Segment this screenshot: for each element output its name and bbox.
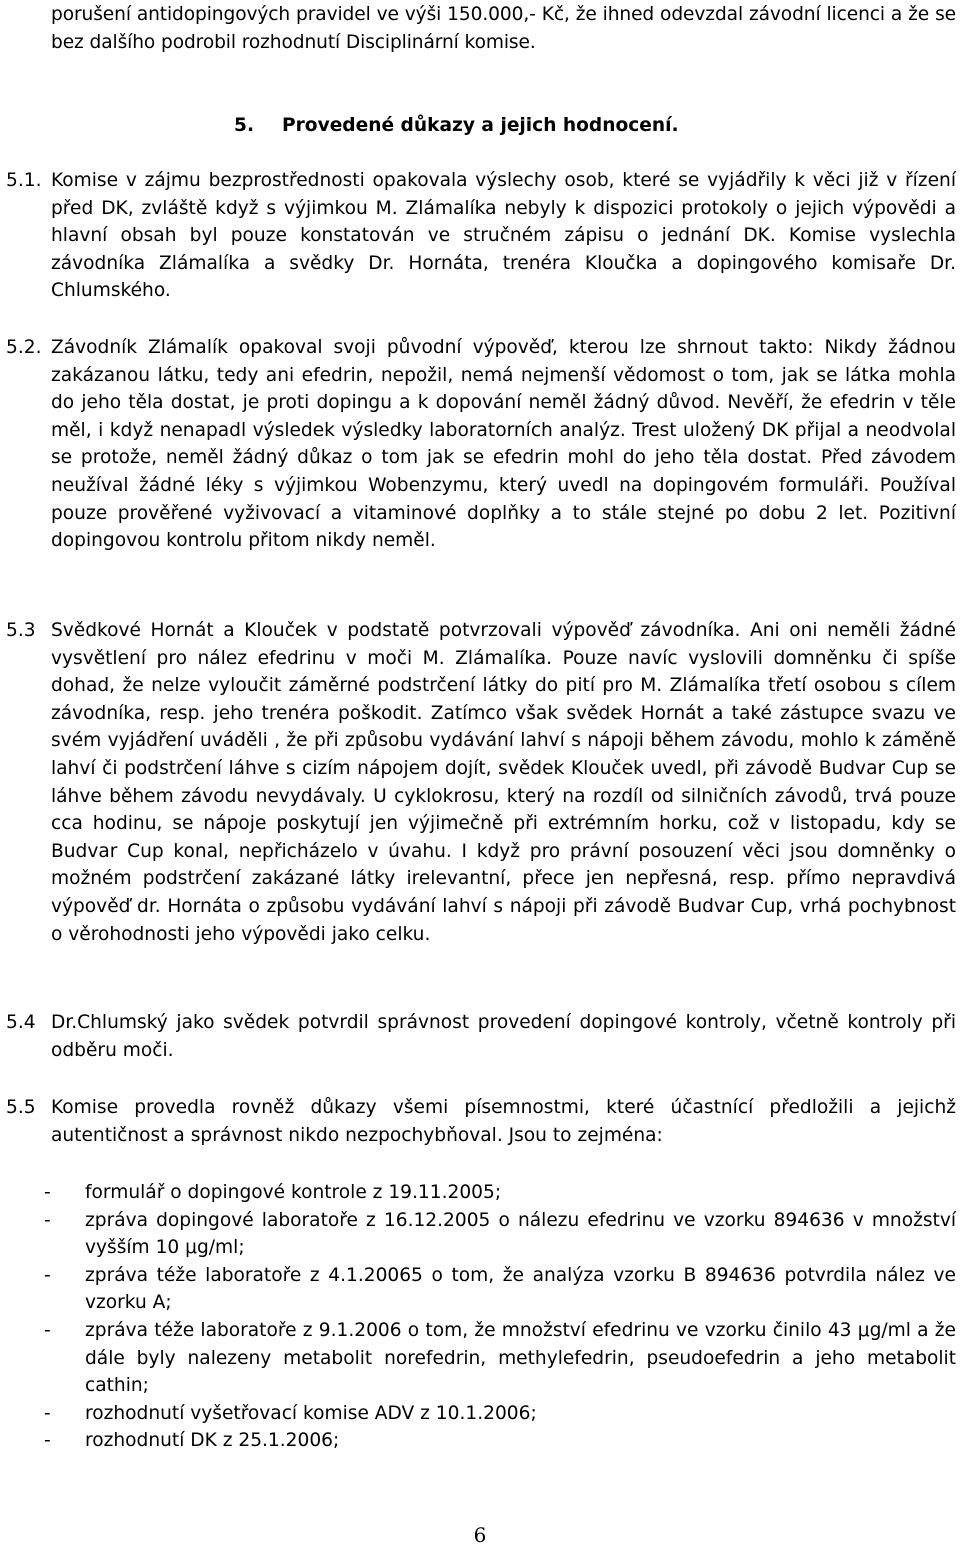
list-item-text: rozhodnutí vyšetřovací komise ADV z 10.1.2006; bbox=[85, 1402, 537, 1424]
list-item bbox=[44, 1207, 956, 1262]
evidence-list bbox=[44, 1179, 956, 1455]
paragraph-text: Závodník Zlámalík opakoval svoji původní výpověď, kterou lze shrnout takto: Nikdy žádnou zakázanou látku, tedy ani efedrin, nepožil, nemá nejmenší vědomost o tom, jak se látka mohla do jeho těla dostat, je proti dopingu a k dopování neměl žádný důvod. Nevěří, že efedrin v těle měl, i když nenapadl výsledek výsledky laboratorních analýz. Trest uložený DK přijal a neodvolal se protože, neměl žádný důkaz o tom jak se efedrin mohl do jeho těla dostat. Před závodem neužíval žádné léky s výjimkou Wobenzymu, který uvedl na dopingovém formuláři. Používal pouze prověřené vyživovací a vitaminové doplňky a to stále stejné po dobu 2 let. Pozitivní dopingovou kontrolu přitom nikdy neměl. bbox=[51, 337, 956, 552]
list-item bbox=[44, 1317, 956, 1400]
paragraph-number: 5.5 bbox=[6, 1097, 36, 1118]
paragraph-number: 5.3 bbox=[6, 620, 36, 641]
paragraph-text: Komise provedla rovněž důkazy všemi písemnostmi, které účastnící předložili a jejichž autentičnost a správnost nikdo nezpochybňoval. Jsou to zejména: bbox=[51, 1097, 956, 1146]
list-item bbox=[44, 1427, 956, 1455]
section-heading bbox=[234, 112, 679, 139]
list-bullet: - bbox=[44, 1209, 51, 1231]
paragraph-number: 5.2. bbox=[6, 337, 42, 358]
paragraph-text: Komise v zájmu bezprostřednosti opakovala výslechy osob, které se vyjádřily k věci již v řízení před DK, zvláště když s výjimkou M. Zlámalíka nebyly k dispozici protokoly o jejich výpovědi a hlavní obsah byl pouze konstatován ve stručném zápisu o jednání DK. Komise vyslechla závodníka Zlámalíka a svědky Dr. Hornáta, trenéra Kloučka a dopingového komisaře Dr. Chlumského. bbox=[51, 170, 956, 302]
paragraph-5-2 bbox=[6, 334, 956, 555]
list-bullet: - bbox=[44, 1182, 51, 1203]
section-title: Provedené důkazy a jejich hodnocení. bbox=[282, 115, 679, 136]
list-item-text: zpráva dopingové laboratoře z 16.12.2005 o nálezu efedrinu ve vzorku 894636 v množství vyšším 10 μg/ml; bbox=[85, 1209, 956, 1259]
paragraph-number: 5.4 bbox=[6, 1012, 36, 1033]
page-number: 6 bbox=[473, 1523, 487, 1547]
list-bullet: - bbox=[44, 1319, 51, 1341]
list-bullet: - bbox=[44, 1430, 51, 1452]
paragraph-5-1 bbox=[6, 167, 956, 305]
list-item-text: rozhodnutí DK z 25.1.2006; bbox=[85, 1430, 340, 1452]
paragraph-text: Dr.Chlumský jako svědek potvrdil správnost provedení dopingové kontroly, včetně kontroly při odběru moči. bbox=[51, 1012, 956, 1061]
list-item-text: formulář o dopingové kontrole z 19.11.2005; bbox=[85, 1182, 502, 1203]
paragraph-5-5 bbox=[6, 1094, 956, 1149]
section-number: 5. bbox=[234, 115, 255, 136]
list-item-text: zpráva téže laboratoře z 4.1.20065 o tom, že analýza vzorku B 894636 potvrdila nález ve vzorku A; bbox=[85, 1264, 956, 1314]
list-item bbox=[44, 1400, 956, 1428]
paragraph-text: Svědkové Hornát a Klouček v podstatě potvrzovali výpověď závodníka. Ani oni neměli žádné vysvětlení pro nález efedrinu v moči M. Zlámalíka. Pouze navíc vyslovili domněnku či spíše dohad, že nelze vyloučit záměrné podstrčení látky do pití pro M. Zlámalíka třetí osobou s cílem závodníka, resp. jeho trenéra poškodit. Zatímco však svědek Hornát a také zástupce svazu ve svém vyjádření uváděli , že při způsobu vydávání lahví s nápoji během závodu, mohlo k záměně lahví či podstrčení láhve s cizím nápojem dojít, svědek Klouček uvedl, při závodě Budvar Cup se láhve během závodu nevydávaly. U cyklokrosu, který na rozdíl od silničních závodů, trvá pouze cca hodinu, se nápoje poskytují jen výjimečně při extrémním horku, což v listopadu, kdy se Budvar Cup konal, nepřicházelo v úvahu. I když pro právní posouzení věci jsou domněnky o možném podstrčení zakázané látky irelevantní, přece jen nepřesná, resp. přímo nepravdivá výpověď dr. Hornáta o způsobu vydávání lahví s nápoji při závodě Budvar Cup, vrhá pochybnost o věrohodnosti jeho výpovědi jako celku. bbox=[51, 620, 956, 945]
paragraph-5-3 bbox=[6, 617, 956, 948]
intro-paragraph: porušení antidopingových pravidel ve výši 150.000,- Kč, že ihned odevzdal závodní licenci a že se bez dalšího podrobil rozhodnutí Disciplinární komise. bbox=[51, 4, 956, 53]
list-item-text: zpráva téže laboratoře z 9.1.2006 o tom, že množství efedrinu ve vzorku činilo 43 μg/ml a že dále byly nalezeny metabolit norefedrin, methylefedrin, pseudoefedrin a jeho metabolit cathin; bbox=[85, 1319, 956, 1397]
list-item bbox=[44, 1262, 956, 1317]
paragraph-5-4 bbox=[6, 1009, 956, 1064]
list-item bbox=[44, 1179, 956, 1207]
list-bullet: - bbox=[44, 1264, 51, 1286]
list-bullet: - bbox=[44, 1402, 51, 1424]
paragraph-number: 5.1. bbox=[6, 170, 42, 191]
